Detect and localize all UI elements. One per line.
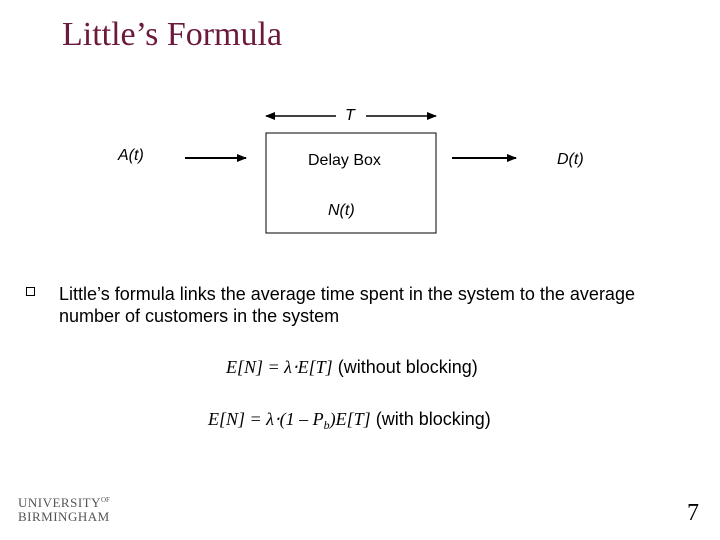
arrival-label: A(t) [118,147,144,164]
bullet-square-icon [26,287,35,296]
formula-2-expression-a: E[N] = λ⋅(1 – P [208,409,324,429]
departure-label: D(t) [557,151,584,168]
formula-2-note: (with blocking) [375,409,491,429]
bullet-text: Little’s formula links the average time spent in the system to the average number of customers in the system [59,284,635,326]
logo-of: OF [101,496,110,504]
formula-1-note: (without blocking) [337,357,478,377]
count-label: N(t) [328,202,355,219]
university-logo-line2: BIRMINGHAM [18,509,110,524]
slide-title: Little’s Formula [62,16,283,53]
formula-without-blocking [226,357,478,378]
formula-1-expression: E[N] = λ⋅E[T] [226,357,333,377]
interval-label: T [345,107,355,124]
logo-university: UNIVERSITY [18,495,101,510]
page-number: 7 [687,500,699,526]
box-label: Delay Box [308,152,381,169]
formula-2-expression-b: )E[T] [329,409,371,429]
formula-2-subscript: b [323,418,330,432]
formula-with-blocking [208,409,491,433]
